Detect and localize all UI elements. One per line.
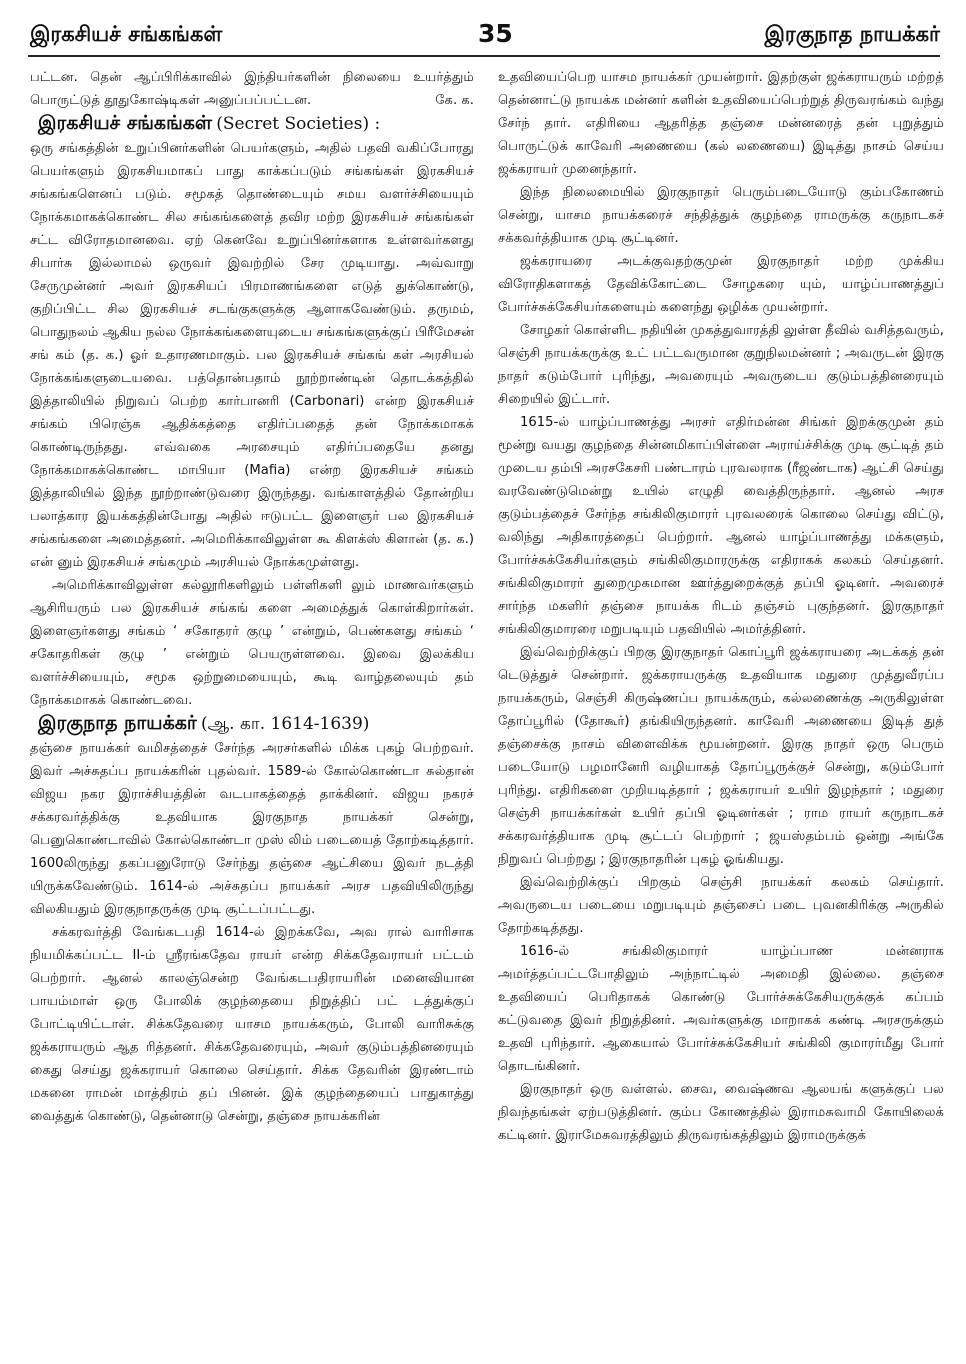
paragraph: இந்த நிலைமையில் இரகுநாதர் பெரும்படையோடு கும்பகோணம் சென்று, யாசம நாயக்கரைச் சந்தித்துக் குழந்தை ராமருக்கு கருநாடகச் சக்கவர்த்தியாக முடி சூட்டினர். — [498, 185, 944, 246]
paragraph: சக்கரவர்த்தி வேங்கடபதி 1614-ல் இறக்கவே, அவ ரால் வாரிசாக நியமிக்கப்பட்ட II-ம் ஸ்ரீரங்கதேவ ராயர் என்ற சிக்கதேவராயர் பட்டம் பெற்றார். ஆனல் காலஞ்சென்ற வேங்கடபதிராயரின் மனைவியான பாயம்மாள் ஒரு போலிக் குழந்தையை நிறுத்திப் பட் டத்துக்குப் போட்டியிட்டாள். சிக்கதேவரை யாசம நாயக்கரும், போலி வாரிசுக்கு ஜக்கராயரும் ஆத ரித்தனர். சிக்கதேவரையும், அவர் குடும்பத்தினரையும் கைது செய்து ஜக்கராயர் கொலை செய்தார். சிக்க தேவரின் இரண்டாம் மகனை ராமன் மாத்திரம் தப் பினன். இக் குழந்தையைப் பாதுகாத்து வைத்துக் கொண்டு, தென்னாடு சென்று, தஞ்சை நாயக்கரின் — [30, 925, 474, 1124]
entry-ragunatha-nayak — [30, 712, 474, 737]
paragraph: சோழகர் கொள்ளிட நதியின் முகத்துவாரத்தி லுள்ள தீவில் வசித்தவரும், செஞ்சி நாயக்கருக்கு உட் பட்டவருமான குறுநிலமன்னர் ; அவருடன் இரகு நாதர் கடும்போர் புரிந்து, அவரையும் அவருடைய குடும்பத்தினரையும் சிறையில் இட்டார். — [498, 323, 944, 407]
entry-heading: இரகுநாத நாயக்கர் — [38, 712, 197, 734]
running-head-left: இரகசியச் சங்கங்கள் — [30, 22, 223, 46]
left-column — [30, 66, 474, 1356]
author-signature: கே. க. — [435, 93, 474, 108]
paragraph-text: பட்டன. தென் ஆப்பிரிக்காவில் இந்தியர்களின் நிலையை உயர்த்தும் பொருட்டுத் தூதுகோஷ்டிகள் அனுப்பப்பட்டன. — [30, 70, 474, 108]
paragraph — [30, 66, 474, 112]
entry-heading: இரகசியச் சங்கங்கள் — [38, 112, 213, 134]
paragraph: தஞ்சை நாயக்கர் வமிசத்தைச் சேர்ந்த அரசர்களில் மிக்க புகழ் பெற்றவர். இவர் அச்சுதப்ப நாயக்கரின் புதல்வர். 1589-ல் கோல்கொண்டா சுல்தான் விஜய நகர இராச்சியத்தின் வடபாகத்தைத் தாக்கினர். விஜய நகரச் சக்கரவர்த்திக்கு உதவியாக இரகுநாத நாயக்கர் சென்று, பெனுகொண்டாவில் கோல்கொண்டா முஸ் லிம் படையைத் தோற்கடித்தார். 1600லிருந்து தகப்பனுரோடு சேர்ந்து தஞ்சை ஆட்சியை இவர் நடத்தி யிருக்கவேண்டும். 1614-ல் அச்சுதப்ப நாயக்கர் அரச பதவியிலிருந்து விலகியதும் இரகுநாதருக்கு முடி சூட்டப்பட்டது. — [30, 741, 474, 917]
entry-secret-societies — [30, 112, 474, 137]
paragraph: 1616-ல் சங்கிலிகுமாரர் யாழ்ப்பாண மன்னராக அமர்த்தப்பட்டபோதிலும் அந்நாட்டில் அமைதி இல்லை. தஞ்சை உதவியைப் பெரிதாகக் கொண்டு போர்ச்சுக்கேசியருக்குக் கப்பம் கட்டுவதை இவர் நிறுத்தினர். அவர்களுக்கு மாறாகக் கண்டி அரசருக்கும் உதவி புரிந்தார். ஆகையால் போர்ச்சுக்கேசியர் சங்கிலி குமாரர்மீது போர் தொடங்கினர். — [498, 944, 944, 1074]
running-head-right: இரகுநாத நாயக்கர் — [764, 22, 940, 46]
paragraph: 1615-ல் யாழ்ப்பாணத்து அரசர் எதிர்மன்ன சிங்கர் இறக்குமுன் தம் மூன்று வயது குழந்தை சின்னமிகாப்பிள்ளை அராய்ச்சிக்கு முடி சூட்டித் தம் முடைய தம்பி அரசகேசரி பண்டாரம் புரவலராக (ரீஜண்டாக) ஆட்சி செய்து வரவேண்டுமென்று உயில் எழுதி வைத்திருந்தார். ஆனல் அரச குடும்பத்தைச் சேர்ந்த சங்கிலிகுமாரர் புரவலரைக் கொலை செய்து விட்டு, வலிந்து அதிகாரத்தைப் பெற்றார். ஆனல் யாழ்ப்பாணத்து மக்களும், போர்ச்சுக்கேசியர்களும் சங்கிலிகுமாரருக்கு எதிராகக் கலகம் செய்தனர். சங்கிலிகுமாரர் துறைமுகமான ஊர்த்துறைக்குத் தப்பி ஓடினர். அவரைச் சார்ந்த மகளிர் தஞ்சை நாயக்க ரிடம் தஞ்சம் புகுந்தனர். இரகுநாதர் சங்கிலிகுமாரரை மறுபடியும் பதவியில் அமர்த்தினர். — [498, 415, 944, 637]
entry-subtitle: (Secret Societies) : — [216, 114, 381, 134]
right-column — [498, 66, 944, 1356]
paragraph: அமெரிக்காவிலுள்ள கல்லூரிகளிலும் பள்ளிகளி லும் மாணவர்களும் ஆசிரியரும் பல இரகசியச் சங்கங் களை அமைத்துக் கொள்கிறார்கள். இளைஞர்களது சங்கம் ‘ சகோதரர் குழு ’ என்றும், பெண்களது சங்கம் ‘ சகோதரிகள் குழு ’ என்றும் பெயருள்ளவை. இவை இலக்கிய வளர்ச்சியையும், சமூக ஒற்றுமையையும், கூடி வாழ்தலையும் தம் நோக்கமாகக் கொண்டவை. — [30, 578, 474, 708]
paragraph: இவ்வெற்றிக்குப் பிறகும் செஞ்சி நாயக்கர் கலகம் செய்தார். அவருடைய படையை மறுபடியும் தஞ்சைப் படை புவனகிரிக்கு அருகில் தோற்கடித்தது. — [498, 875, 944, 936]
page-header — [30, 19, 940, 52]
paragraph: ஒரு சங்கத்தின் உறுப்பினர்களின் பெயர்களும், அதில் பதவி வகிப்போரது பெயர்களும் இரகசியமாகப் பாது காக்கப்படும் சங்கங்கள் இரகசியச் சங்கங்களெனப் படும். சமூகத் தொண்டையும் சமய வளர்ச்சியையும் நோக்கமாகக்கொண்ட சில சங்கங்களைத் தவிர மற்ற இரகசியச் சங்கங்கள் சட்ட விரோதமானவை. ஏற் கெனவே உறுப்பினர்களாக உள்ளவர்களது சிபார்சு இல்லாமல் ஒருவர் இவற்றில் சேர முடியாது. அவ்வாறு சேருமுன்னர் அவர் இரகசியப் பிரமாணங்களை எடுத் துக்கொண்டு, குறிப்பிட்ட சில இரகசியச் சடங்குகளுக்கு ஆளாகவேண்டும். தருமம், பொதுநலம் ஆகிய நல்ல நோக்கங்களையுடைய சங்கங்களுக்குப் பிரீமேசன் சங் கம் (த. க.) ஓர் உதாரணமாகும். பல இரகசியச் சங்கங் கள் அரசியல் நோக்கங்களுடையவை. பத்தொன்பதாம் நூற்றாண்டின் தொடக்கத்தில் இத்தாலியில் நிறுவப் பெற்ற கார்பானரி (Carbonari) என்ற இரகசியச் சங்கம் பிரெஞ்சு ஆதிக்கத்தை எதிர்ப்பதைத் தன் நோக்கமாகக் கொண்டிருந்தது. எவ்வகை அரசையும் எதிர்ப்பதையே தனது நோக்கமாகக்கொண்ட மாபியா (Mafia) என்ற இரகசியச் சங்கம் இத்தாலியில் இந்த நூற்றாண்டுவரை இருந்தது. வங்காளத்தில் தோன்றிய பலாத்கார இயக்கத்தின்போது அதில் ஈடுபட்ட இளைஞர் பல இரகசியச் சங்கங்களை அமைத்தனர். அமெரிக்காவிலுள்ள கூ கிளக்ஸ் கிளான் (த. க.) என் னும் இரகசியச் சங்கமும் அரசியல் நோக்கமுள்ளது. — [30, 141, 474, 570]
page-number: 35 — [478, 19, 513, 48]
paragraph: உதவியைப்பெற யாசம நாயக்கர் முயன்றார். இதற்குள் ஜக்கராயரும் மற்றத் தென்னாட்டு நாயக்க மன்னர் களின் உதவியைப்பெற்றுத் திருவரங்கம் வந்து சேர்ந் தார். எதிரியை ஆதரித்த தஞ்சை மன்னரைத் தன் புறுத்தும் பொருட்டுக் காவேரி அணையை (கல் லணையை) இடித்து நாசம் செய்ய ஜக்கராயர் முனைந்தார். — [498, 70, 944, 177]
entry-subtitle: (ஆ. கா. 1614-1639) — [201, 714, 370, 734]
paragraph: இரகுநாதர் ஒரு வள்ளல். சைவ, வைஷ்ணவ ஆலயங் களுக்குப் பல நிவந்தங்கள் ஏற்படுத்தினர். கும்ப கோணத்தில் இராமசுவாமி கோயிலைக் கட்டினர். இராமேசுவரத்திலும் திருவரங்கத்திலும் இராமருக்குக் — [498, 1082, 944, 1143]
paragraph: இவ்வெற்றிக்குப் பிறகு இரகுநாதர் கொப்பூரி ஜக்கராயரை அடக்கத் தன் டெடுத்துச் சென்றார். ஜக்கராயருக்கு உதவியாக மதுரை முத்துவீரப்ப நாயக்கரும், செஞ்சி கிருஷ்ணப்ப நாயக்கரும், கல்லணைக்கு அருகிலுள்ள தோப்பூரில் (தோகூர்) தங்கியிருந்தனர். காவேரி அணையை இடித் துத் தஞ்சைக்கு நாசம் விளைவிக்க மூயன்றனர். இரகு நாதர் ஒரு பெரும் படையோடு பழமானேரி வழியாகத் தோப்பூருக்குச் சென்று, கடும்போர் புரிந்து. எதிரிகளை முறியடித்தார் ; ஜக்கராயர் உயிர் இழந்தார் ; மதுரை செஞ்சி நாயக்கர்கள் உயிர் தப்பி ஓடினர்கள் ; ராம ராயர் கருநாடகச் சக்கரவர்த்தியாக முடி சூட்டப் பெற்றார் ; ஜயஸ்தம்பம் ஒன்று அங்கே நிறுவப் பெற்றது ; இரகுநாதரின் புகழ் ஓங்கியது. — [498, 645, 944, 867]
paragraph: ஜக்கராயரை அடக்குவதற்குமுன் இரகுநாதர் மற்ற முக்கிய விரோதிகளாகத் தேவிக்கோட்டை சோழகரை யும், யாழ்ப்பாணத்துப் போர்ச்சுக்கேசியர்களையும் களைந்து ஒழிக்க முயன்றார். — [498, 254, 944, 315]
header-rule — [28, 55, 940, 57]
